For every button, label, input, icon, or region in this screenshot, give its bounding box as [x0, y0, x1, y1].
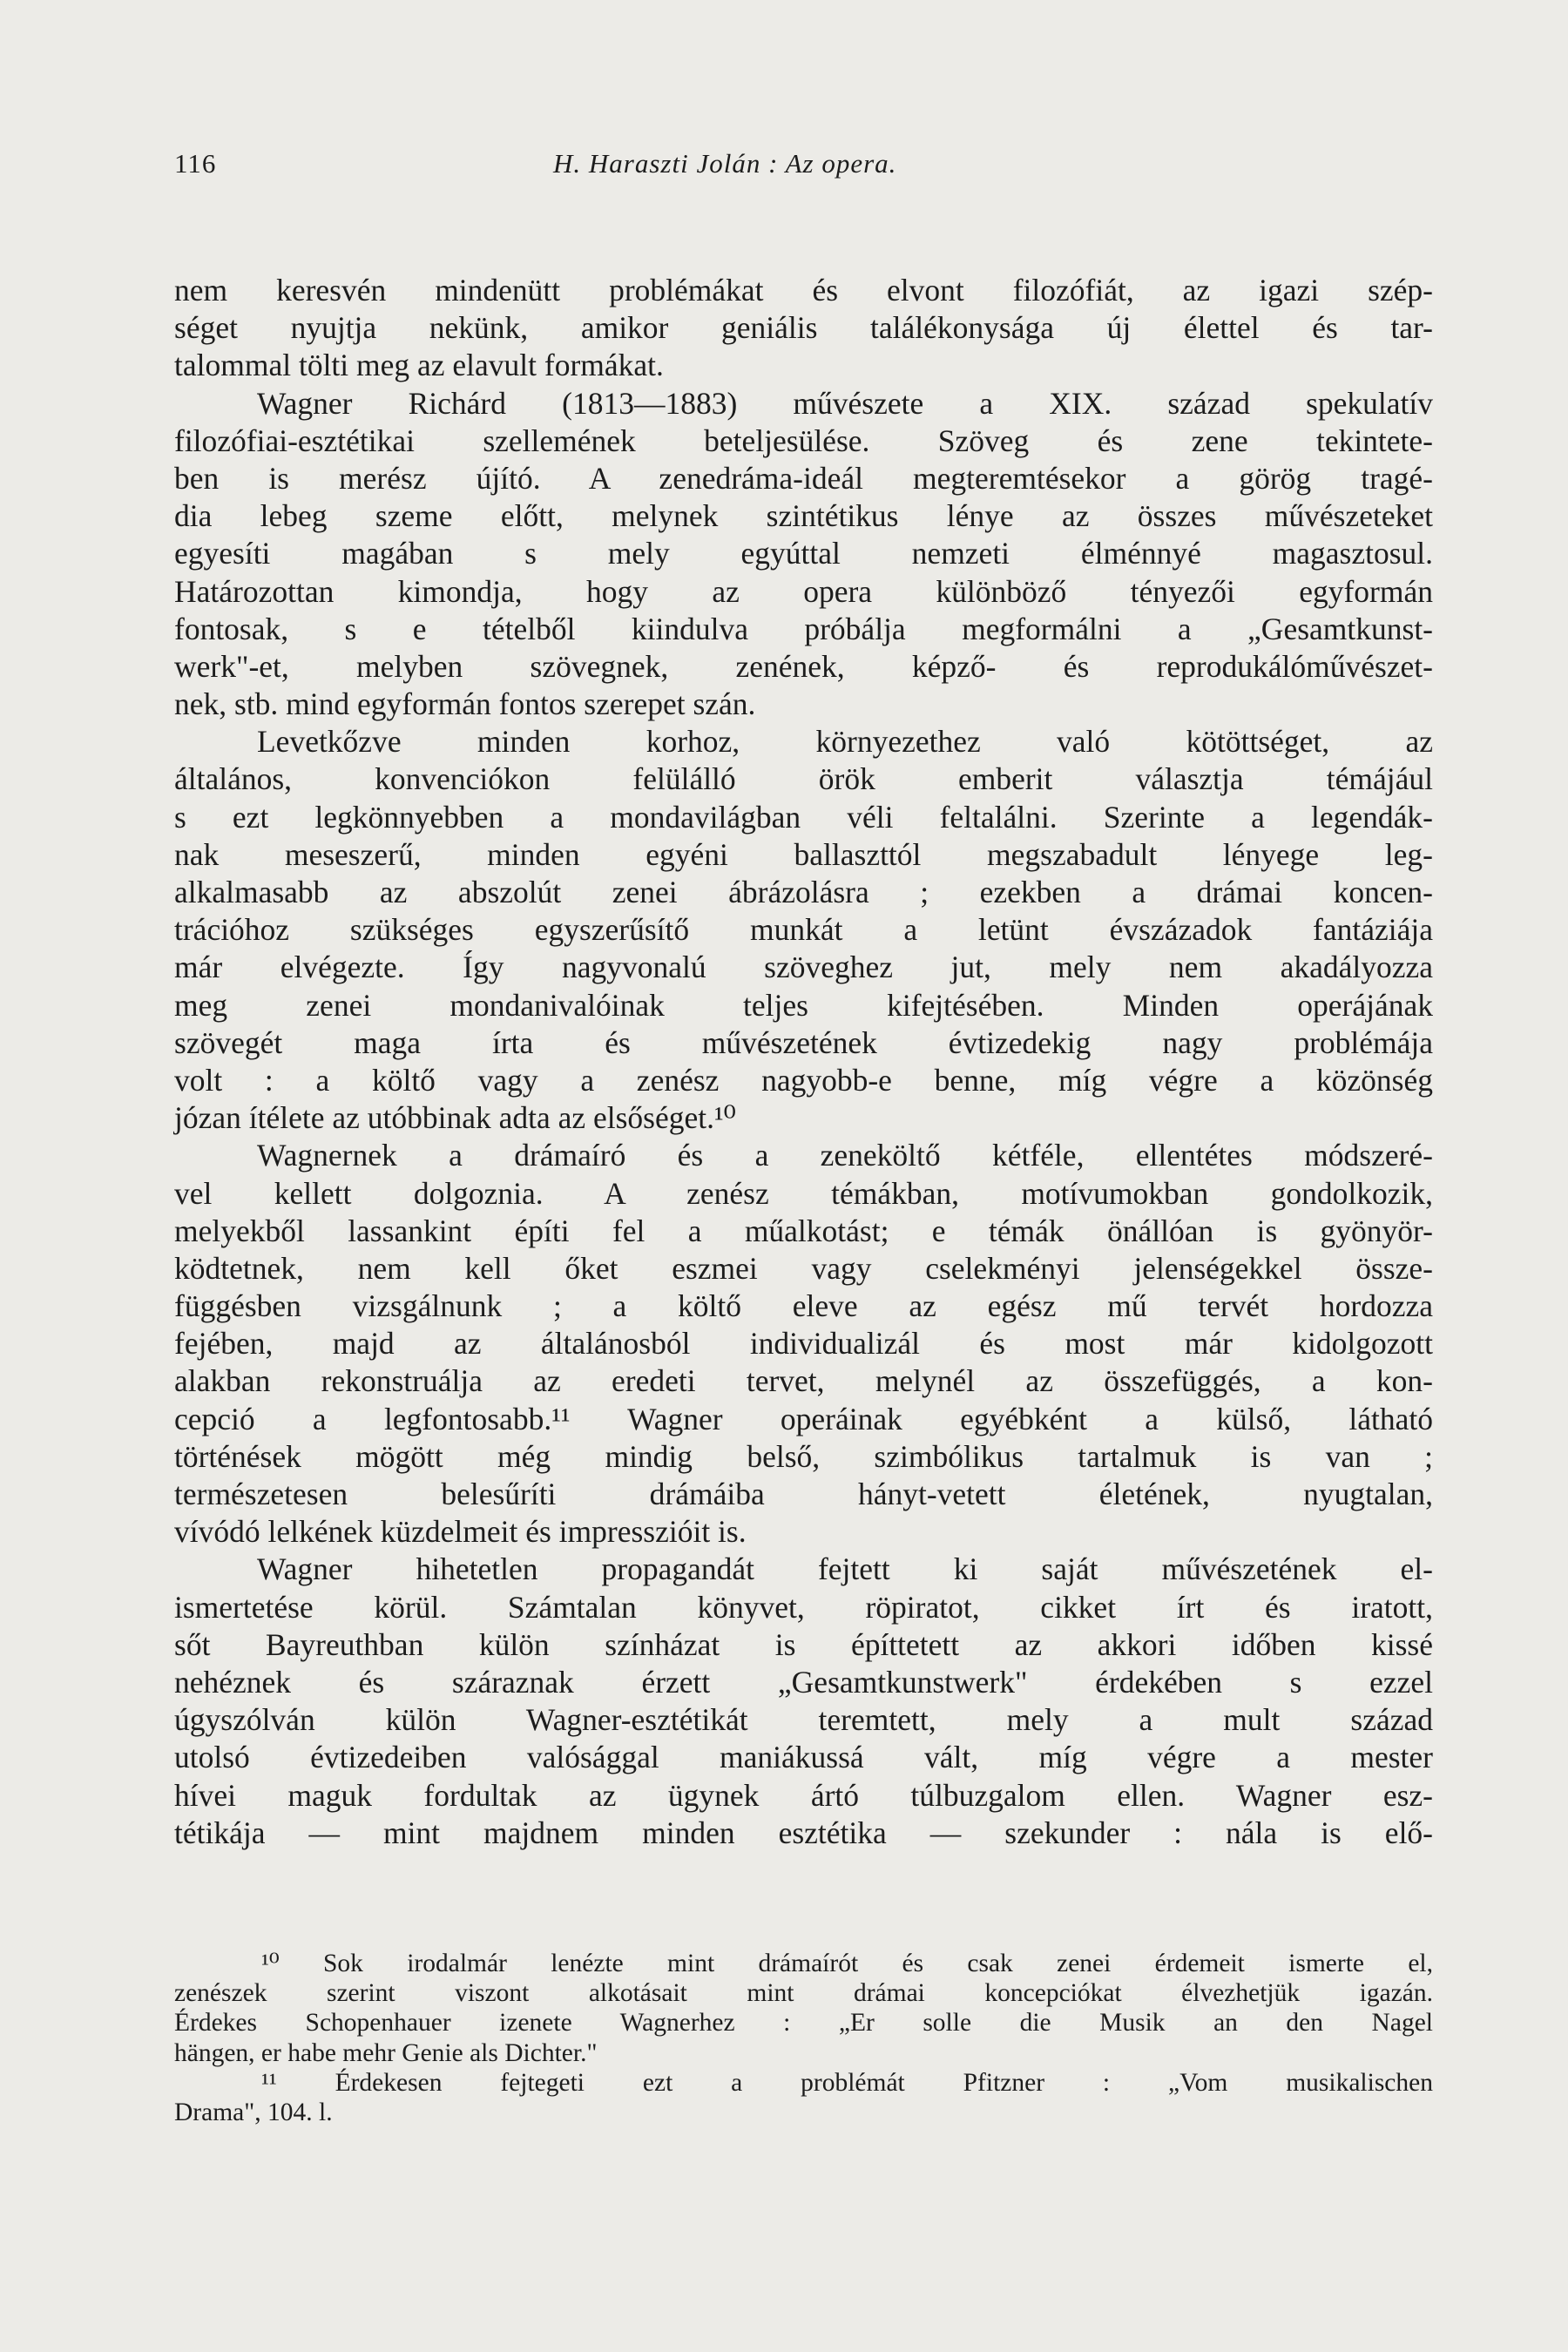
body-line: ködtetnek, nem kell őket eszmei vagy cselekményi jelenségekkel össze-: [174, 1250, 1433, 1286]
footnote-line: Drama", 104. l.: [174, 2098, 333, 2126]
body-line: fontosak, s e tételből kiindulva próbálja megformálni a „Gesamtkunst-: [174, 611, 1433, 646]
body-line: nak meseszerű, minden egyéni ballaszttól megszabadult lényege leg-: [174, 836, 1433, 872]
body-line: Wagnernek a drámaíró és a zeneköltő kétféle, ellentétes módszeré-: [257, 1138, 1433, 1173]
body-line: általános, konvenciókon felülálló örök emberit választja témájául: [174, 761, 1433, 797]
body-line: Levetkőzve minden korhoz, környezethez való kötöttséget, az: [257, 724, 1433, 760]
body-line: tétikája — mint majdnem minden esztétika — szekunder : nála is elő-: [174, 1815, 1433, 1850]
footnote-line: hängen, er habe mehr Genie als Dichter.": [174, 2038, 598, 2067]
body-text: [174, 272, 1433, 1852]
body-line: Határozottan kimondja, hogy az opera különböző tényezői egyformán: [174, 573, 1433, 609]
body-line: egyesíti magában s mely egyúttal nemzeti élménnyé magasztosul.: [174, 536, 1433, 571]
body-line: vel kellett dolgoznia. A zenész témákban, motívumokban gondolkozik,: [174, 1175, 1433, 1211]
body-line: nehéznek és száraznak érzett „Gesamtkunstwerk" érdekében s ezzel: [174, 1664, 1433, 1700]
body-line: trációhoz szükséges egyszerűsítő munkát a letünt évszázadok fantáziája: [174, 912, 1433, 948]
body-line: hívei maguk fordultak az ügynek ártó túlbuzgalom ellen. Wagner esz-: [174, 1777, 1433, 1813]
body-line: Wagner Richárd (1813—1883) művészete a XIX. század spekulatív: [257, 385, 1433, 421]
body-line: meg zenei mondanivalóinak teljes kifejtésében. Minden operájának: [174, 987, 1433, 1023]
body-line: ismertetése körül. Számtalan könyvet, röpiratot, cikket írt és iratott,: [174, 1589, 1433, 1625]
body-line: s ezt legkönnyebben a mondavilágban véli feltalálni. Szerinte a legendák-: [174, 799, 1433, 835]
body-line: történések mögött még mindig belső, szimbólikus tartalmuk is van ;: [174, 1438, 1433, 1474]
page-header: [174, 148, 1402, 192]
footnote-line: ¹⁰ Sok irodalmár lenézte mint drámaírót és csak zenei érdemeit ismerte el,: [261, 1950, 1433, 1977]
body-line: józan ítélete az utóbbinak adta az elsőséget.¹⁰: [174, 1100, 736, 1136]
body-line: dia lebeg szeme előtt, melynek szintétikus lénye az összes művészeteket: [174, 498, 1433, 534]
body-line: sőt Bayreuthban külön színházat is építtetett az akkori időben kissé: [174, 1626, 1433, 1662]
body-line: Wagner hihetetlen propagandát fejtett ki saját művészetének el-: [257, 1551, 1433, 1587]
body-line: természetesen belesűríti drámáiba hányt-vetett életének, nyugtalan,: [174, 1477, 1433, 1511]
body-line: filozófiai-esztétikai szellemének beteljesülése. Szöveg és zene tekintete-: [174, 422, 1433, 458]
footnote-line: ¹¹ Érdekesen fejtegeti ezt a problémát Pfitzner : „Vom musikalischen: [261, 2068, 1433, 2097]
body-line: melyekből lassankint építi fel a műalkotást; e témák önállóan is gyönyör-: [174, 1213, 1433, 1248]
page-number: 116: [174, 148, 217, 179]
body-line: szövegét maga írta és művészetének évtizedekig nagy problémája: [174, 1024, 1433, 1060]
body-line: már elvégezte. Így nagyvonalú szöveghez jut, mely nem akadályozza: [174, 950, 1433, 985]
body-line: fejében, majd az általánosból individualizál és most már kidolgozott: [174, 1326, 1433, 1362]
body-line: utolsó évtizedeiben valósággal maniákussá vált, míg végre a mester: [174, 1740, 1433, 1775]
footnote-line: zenészek szerint viszont alkotásait mint drámai koncepciókat élvezhetjük igazán.: [174, 1979, 1433, 2008]
running-title: H. Haraszti Jolán : Az opera.: [553, 148, 897, 179]
body-line: alkalmasabb az abszolút zenei ábrázolásra ; ezekben a drámai koncen-: [174, 875, 1433, 909]
body-line: volt : a költő vagy a zenész nagyobb-e benne, míg végre a közönség: [174, 1062, 1433, 1098]
body-line: nek, stb. mind egyformán fontos szerepet szán.: [174, 686, 756, 722]
body-line: ben is merész újító. A zenedráma-ideál megteremtésekor a görög tragé-: [174, 460, 1433, 496]
body-line: úgyszólván külön Wagner-esztétikát teremtett, mely a mult század: [174, 1702, 1433, 1738]
body-line: nem keresvén mindenütt problémákat és elvont filozófiát, az igazi szép-: [174, 273, 1433, 308]
body-line: függésben vizsgálnunk ; a költő eleve az egész mű tervét hordozza: [174, 1288, 1433, 1324]
body-line: talommal tölti meg az elavult formákat.: [174, 348, 664, 383]
body-line: cepció a legfontosabb.¹¹ Wagner operáinak egyébként a külső, látható: [174, 1401, 1433, 1436]
footnote-line: Érdekes Schopenhauer izenete Wagnerhez : „Er solle die Musik an den Nagel: [174, 2009, 1433, 2038]
body-line: werk"-et, melyben szövegnek, zenének, képző- és reprodukálóművészet-: [174, 648, 1433, 684]
body-line: séget nyujtja nekünk, amikor geniális találékonysága új élettel és tar-: [174, 310, 1433, 346]
body-line: vívódó lelkének küzdelmeit és impresszióit is.: [174, 1514, 747, 1550]
body-line: alakban rekonstruálja az eredeti tervet, melynél az összefüggés, a kon-: [174, 1363, 1433, 1399]
footnotes: [174, 1949, 1433, 2127]
